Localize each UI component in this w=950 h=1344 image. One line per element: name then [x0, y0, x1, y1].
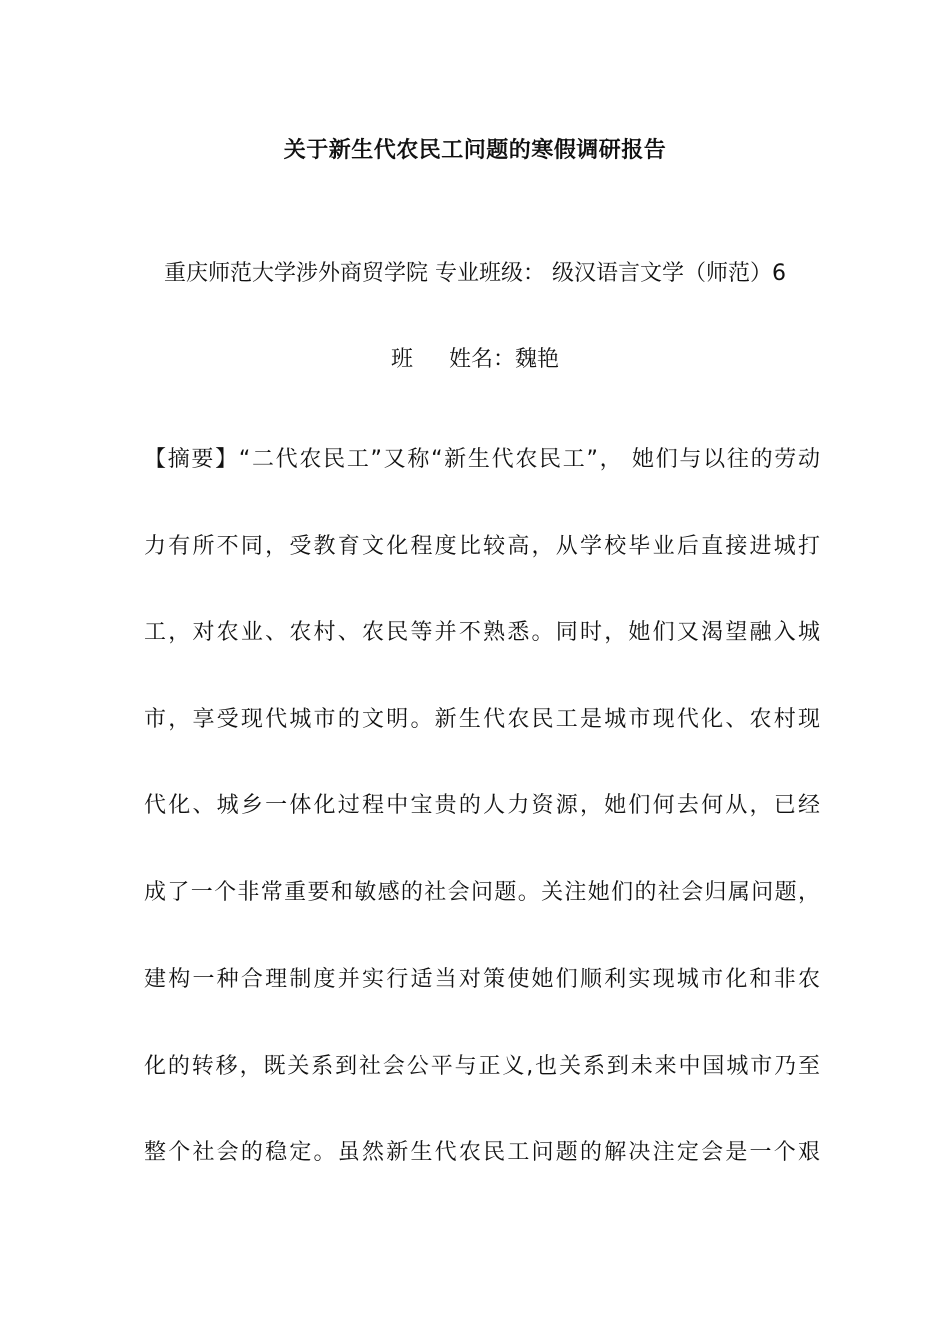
abstract-line-6: 成了一个非常重要和敏感的社会问题。关注她们的社会归属问题，: [144, 880, 820, 905]
abstract-line-7: 建构一种合理制度并实行适当对策使她们顺利实现城市化和非农: [144, 967, 820, 992]
abstract-line-8: 化的转移，既关系到社会公平与正义,也关系到未来中国城市乃至: [144, 1054, 820, 1079]
class-suffix: 班: [390, 347, 413, 372]
abstract-line-4: 市，享受现代城市的文明。新生代农民工是城市现代化、农村现: [144, 707, 820, 732]
abstract-line-9: 整个社会的稳定。虽然新生代农民工问题的解决注定会是一个艰: [144, 1140, 820, 1165]
author-name: 姓名：魏艳: [449, 347, 560, 372]
abstract-line-3: 工，对农业、农村、农民等并不熟悉。同时，她们又渴望融入城: [144, 620, 820, 645]
document-title: 关于新生代农民工问题的寒假调研报告: [283, 138, 667, 163]
author-affiliation-line: 重庆师范大学涉外商贸学院 专业班级： 级汉语言文学（师范）6: [164, 261, 786, 286]
abstract-line-2: 力有所不同，受教育文化程度比较高，从学校毕业后直接进城打: [144, 534, 820, 559]
author-name-line: [144, 343, 806, 377]
abstract-line-1: 【摘要】“二代农民工”又称“新生代农民工”， 她们与以往的劳动: [144, 447, 820, 472]
abstract-line-5: 代化、城乡一体化过程中宝贵的人力资源，她们何去何从，已经: [144, 793, 820, 818]
